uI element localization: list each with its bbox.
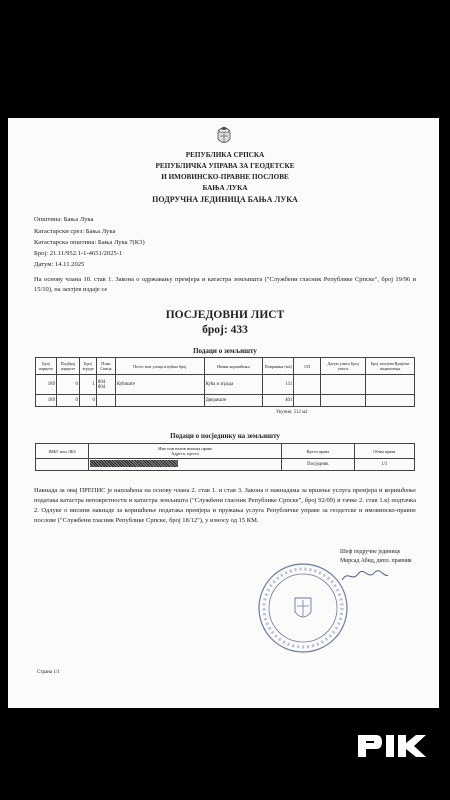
col-right-share: Обим права <box>354 444 414 459</box>
intro-paragraph: На основу члана 10. став 1. Закона о одржавању премјера и катастра земљишта ("Службени гласник Републике Српске", број 19/96 и 15/10), на захтјев издаје се <box>34 276 416 293</box>
cell-right-type: Посједник <box>282 459 354 471</box>
col-sub: Подброј парцеле <box>56 358 79 375</box>
signature-name: Мирсад Абид, дипл. правник <box>340 558 412 564</box>
cell-plan <box>96 375 115 395</box>
header-line-2: РЕПУБЛИЧКА УПРАВА ЗА ГЕОДЕТСКЕ <box>155 162 295 170</box>
document-page <box>8 118 439 708</box>
table-row <box>36 459 415 471</box>
col-plan: План Скица <box>96 358 115 375</box>
col-right-type: Врста права <box>282 444 354 459</box>
page-number: Страна 1/1 <box>37 670 60 675</box>
meta-datum: Датум: 14.11.2025 <box>34 261 85 268</box>
col-request: Број захтјева Вријеме подношења <box>366 358 415 375</box>
pik-logo <box>356 733 440 759</box>
cell-jmbg <box>36 459 89 471</box>
official-stamp <box>257 562 349 654</box>
cell-plan-b: 004 <box>97 384 106 390</box>
fee-paragraph: Накнада за овај ПРЕПИС је наплаћена на основу члана 2. став 1. и став 3. Закона о накнадама за вршење услуга премјера и коришћење података катастра непокретности и катастра земљишта ("Службени гласник Републике Српске", број 92/09) и тачке 2. став 1.к) подтачка 2. Одлуке о висини накнаде за коришћење података премјера и пружања услуга Републичке управе за геодетске и имовинско-правне послове ("Службени гласник Републике Српске, број 18/12"), у износу од 15 КМ. <box>34 487 416 524</box>
document-number: број: 433 <box>202 324 248 336</box>
document-title: ПОСЈЕДОВНИ ЛИСТ <box>165 309 285 321</box>
col-parcel: Број парцеле <box>36 358 57 375</box>
cell-bldg: 0 <box>79 395 96 407</box>
col-entry: Датум уписа Број уписа <box>321 358 366 375</box>
land-table <box>35 357 415 407</box>
col-sp: СП <box>294 358 321 375</box>
header-line-5: ПОДРУЧНА ЈЕДИНИЦА БАЊА ЛУКА <box>152 195 298 204</box>
col-use: Начин коришћења <box>204 358 263 375</box>
header-line-3: И ИМОВИНСКО-ПРАВНЕ ПОСЛОВЕ <box>161 173 289 181</box>
cell-area: 401 <box>263 395 294 407</box>
col-street: Потес или улица и кућни број <box>115 358 204 375</box>
redacted-name <box>90 460 178 467</box>
col-holder-name: Име или назив имаоца права <box>158 446 212 451</box>
cell-holder <box>88 459 281 471</box>
cell-sub: 0 <box>56 375 79 395</box>
table-row <box>36 375 415 395</box>
col-holder-address: Адреса, мјесто <box>171 451 199 456</box>
cell-sp <box>294 375 321 395</box>
land-section-title: Подаци о земљишту <box>193 347 257 355</box>
coat-of-arms-icon <box>214 124 234 148</box>
cell-use: Кућа и зграда <box>204 375 263 395</box>
table-row <box>36 395 415 407</box>
meta-srez: Катастарски срез: Бања Лука <box>34 228 116 235</box>
meta-ko: Катастарска општина: Бања Лука 7(К3) <box>34 239 145 246</box>
header-line-1: РЕПУБЛИКА СРПСКА <box>185 151 265 159</box>
owner-table <box>35 443 415 471</box>
cell-plan <box>96 395 115 407</box>
col-jmbg: ЈМБГ или ЛБЅ <box>36 444 89 459</box>
cell-right-share: 1/1 <box>354 459 414 471</box>
cell-parcel: 189 <box>36 395 57 407</box>
cell-parcel: 189 <box>36 375 57 395</box>
cell-street <box>115 395 204 407</box>
cell-plan-a: 004 <box>97 379 106 385</box>
cell-entry <box>321 375 366 395</box>
meta-opstina: Општина: Бања Лука <box>34 216 94 223</box>
meta-broj: Број: 21.11/952.1-1-4651/2025-1 <box>34 250 123 257</box>
col-area: Површина (м2) <box>263 358 294 375</box>
cell-request <box>366 395 415 407</box>
header-line-4: БАЊА ЛУКА <box>202 184 248 192</box>
cell-sp <box>294 395 321 407</box>
owner-section-title: Подаци о посједнику на земљишту <box>170 432 280 440</box>
cell-street: Кућиште <box>115 375 204 395</box>
cell-area: 111 <box>263 375 294 395</box>
total-area: Укупно: 512 м2 <box>276 410 308 415</box>
col-holder <box>88 444 281 459</box>
cell-entry <box>321 395 366 407</box>
col-bldg: Број зграде <box>79 358 96 375</box>
cell-request <box>366 375 415 395</box>
signature-title: Шеф подручне јединице <box>340 549 401 555</box>
cell-sub: 0 <box>56 395 79 407</box>
cell-use: Двориште <box>204 395 263 407</box>
cell-bldg: 1 <box>79 375 96 395</box>
